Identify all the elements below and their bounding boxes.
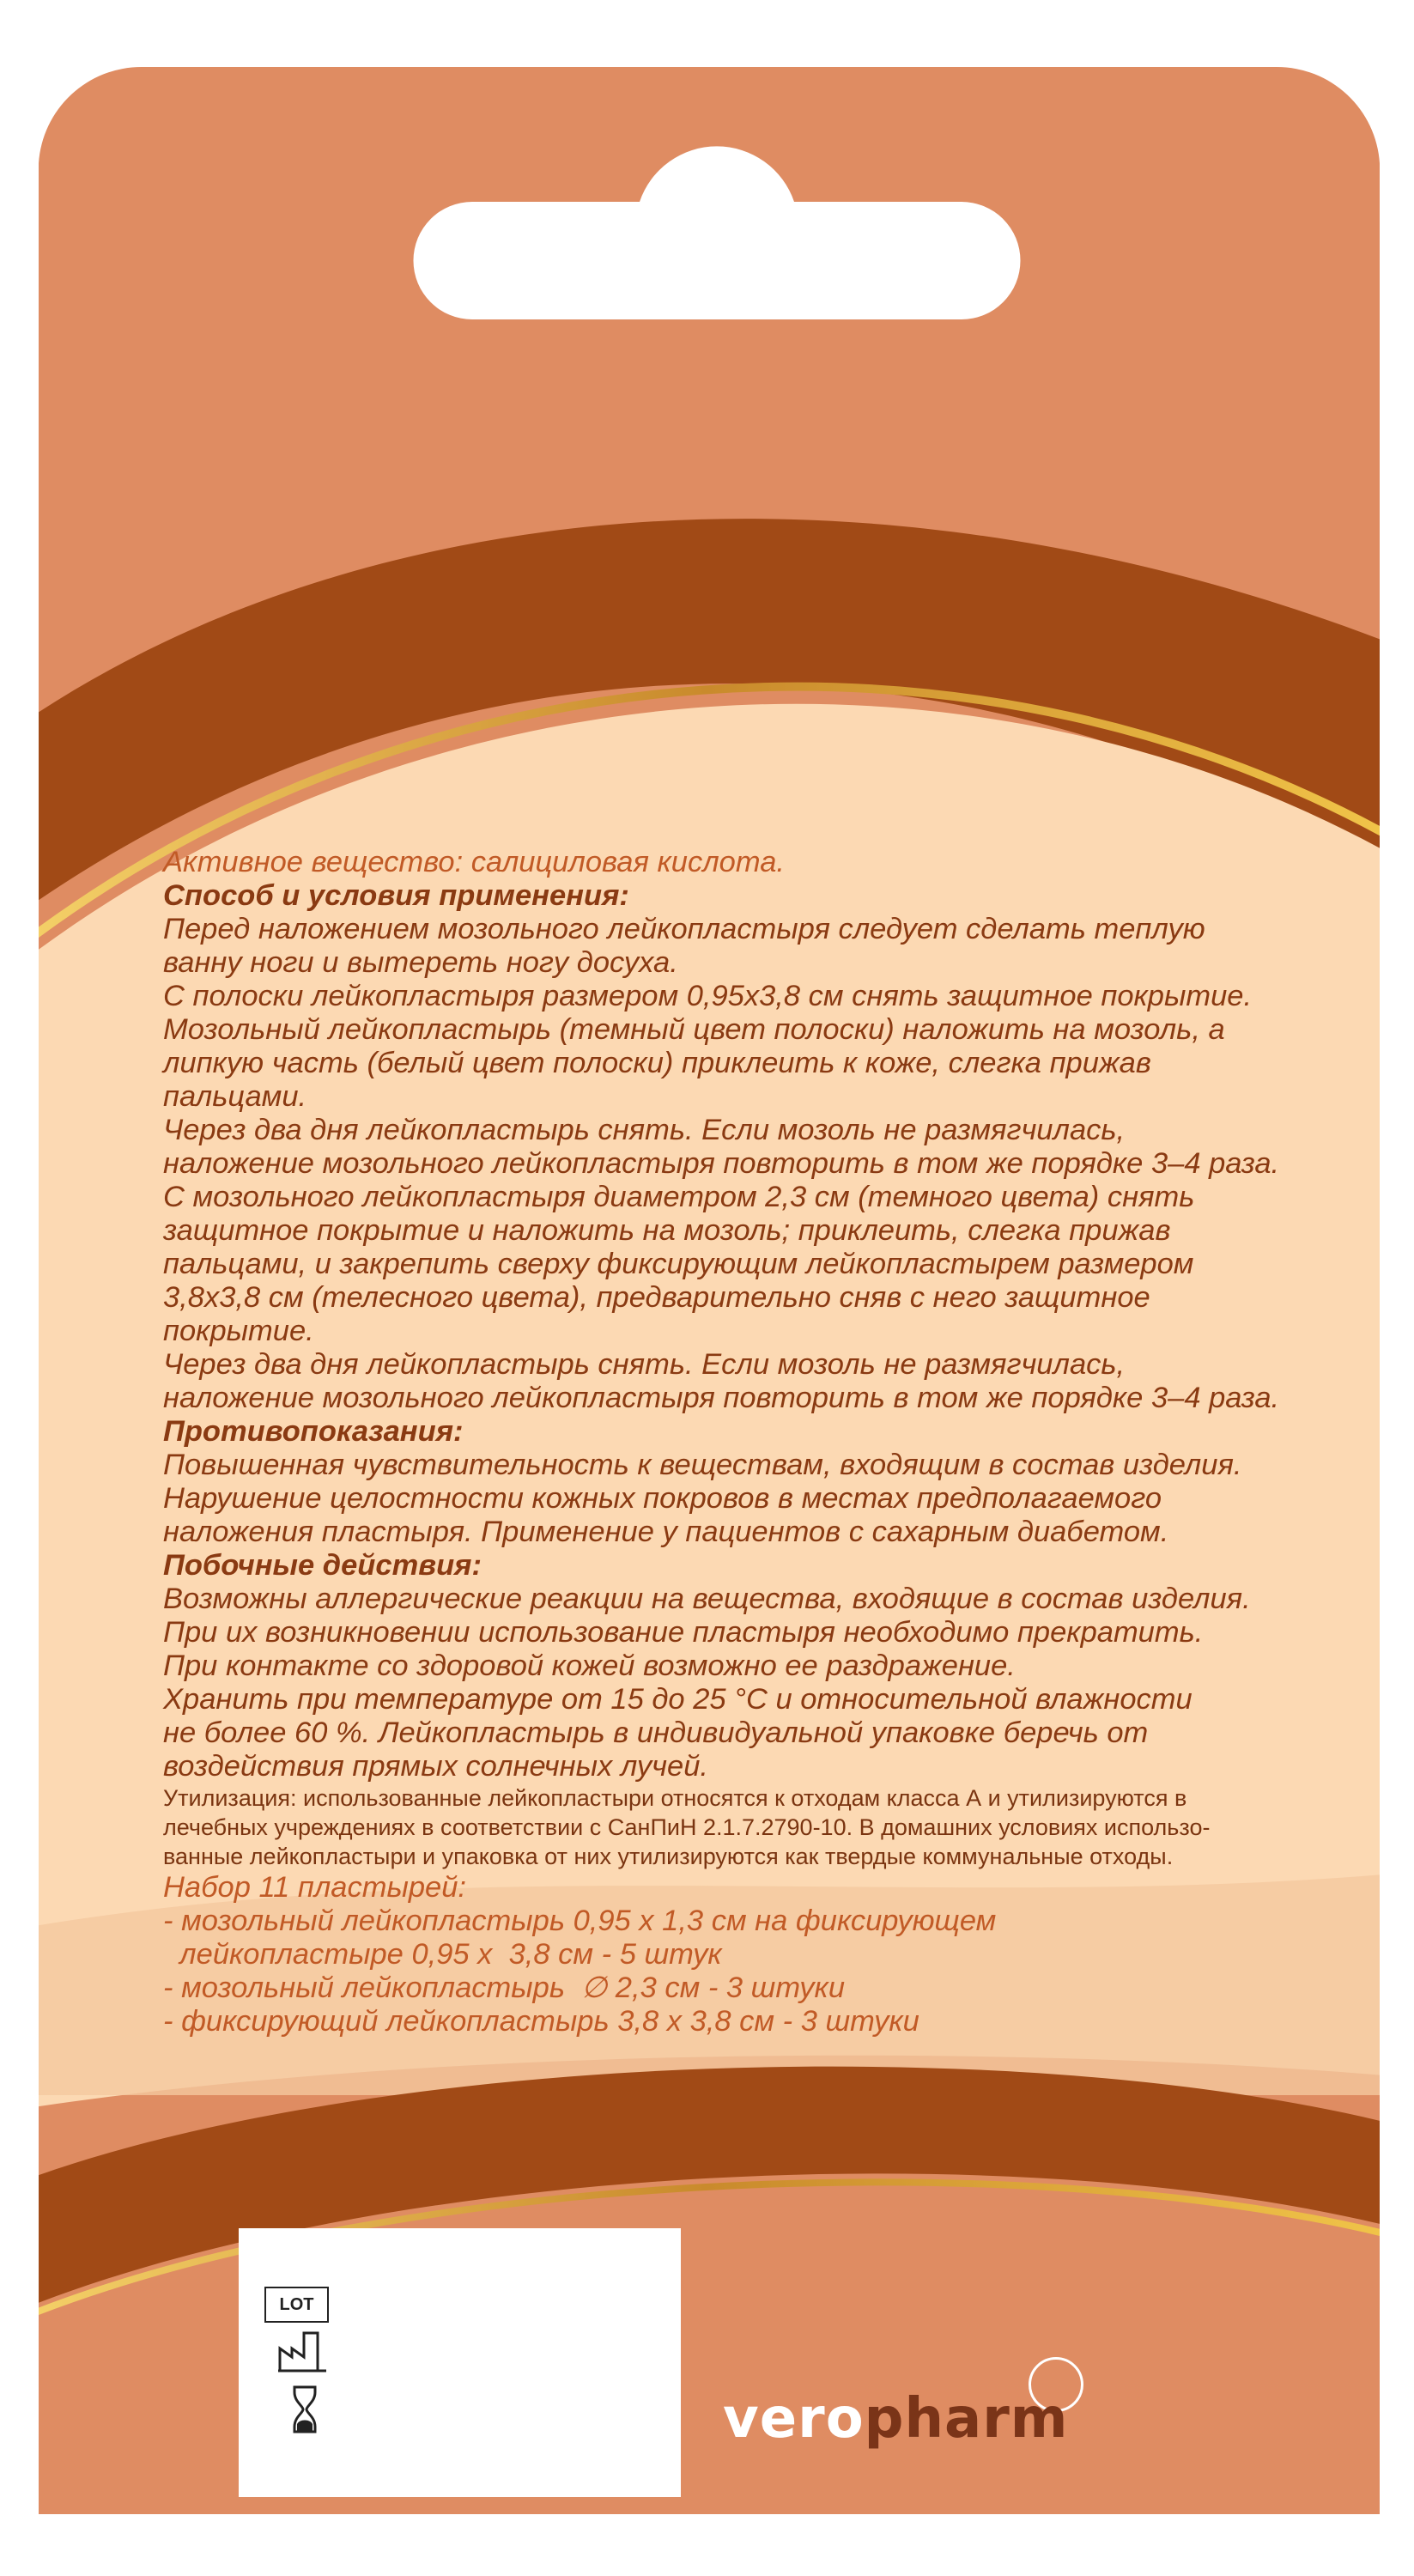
instructions-text [163, 846, 1382, 2038]
text-line: защитное покрытие и наложить на мозоль; приклеить, слегка прижав [163, 1214, 1171, 1247]
text-line: С полоски лейкопластыря размером 0,95х3,8 см снять защитное покрытие. [163, 980, 1253, 1012]
text-line: - мозольный лейкопластырь ∅ 2,3 см - 3 штуки [163, 1971, 846, 2004]
factory-icon [278, 2330, 326, 2374]
text-line: Хранить при температуре от 15 до 25 °С и относительной влажности [163, 1683, 1192, 1716]
text-line: Утилизация: использованные лейкопластыри относятся к отходам класса А и утилизируются в [163, 1785, 1187, 1811]
lot-expiry-label-box [239, 2228, 681, 2497]
text-line: Нарушение целостности кожных покровов в местах предполагаемого [163, 1482, 1162, 1515]
text-line: пальцами, и закрепить сверху фиксирующим лейкопластырем размером [163, 1248, 1194, 1280]
text-line: наложение мозольного лейкопластыря повторить в том же порядке 3–4 раза. [163, 1382, 1280, 1414]
text-line: лейкопластыре 0,95 х 3,8 см - 5 штук [163, 1938, 722, 1971]
text-line: воздействия прямых солнечных лучей. [163, 1750, 708, 1783]
text-line: - фиксирующий лейкопластырь 3,8 х 3,8 см - 3 штуки [163, 2005, 919, 2038]
brand-part-2: pharm [864, 2387, 1069, 2451]
text-line: наложение мозольного лейкопластыря повторить в том же порядке 3–4 раза. [163, 1147, 1280, 1180]
hourglass-icon [292, 2385, 318, 2434]
text-line: не более 60 %. Лейкопластырь в индивидуальной упаковке беречь от [163, 1716, 1149, 1749]
text-line: липкую часть (белый цвет полоски) приклеить к коже, слегка прижав [163, 1047, 1151, 1079]
lot-icon: LOT [264, 2287, 329, 2323]
text-line: Мозольный лейкопластырь (темный цвет полоски) наложить на мозоль, а [163, 1013, 1225, 1046]
text-line: лечебных учреждениях в соответствии с СанПиН 2.1.7.2790-10. В домашних условиях использо- [163, 1814, 1211, 1840]
text-line: Через два дня лейкопластырь снять. Если мозоль не размягчилась, [163, 1348, 1126, 1381]
text-line: Через два дня лейкопластырь снять. Если мозоль не размягчилась, [163, 1114, 1126, 1146]
text-line: покрытие. [163, 1315, 314, 1347]
text-line: При контакте со здоровой кожей возможно ее раздражение. [163, 1649, 1016, 1682]
text-line: наложения пластыря. Применение у пациентов с сахарным диабетом. [163, 1516, 1169, 1548]
text-line: Перед наложением мозольного лейкопластыря следует сделать теплую [163, 913, 1205, 945]
text-line: ванные лейкопластыри и упаковка от них утилизируются как твердые коммунальные отходы. [163, 1844, 1174, 1869]
section-heading: Способ и условия применения: [163, 879, 629, 912]
text-line: ванну ноги и вытереть ногу досуха. [163, 946, 678, 979]
brand-logo [723, 2389, 1068, 2449]
text-line: - мозольный лейкопластырь 0,95 х 1,3 см на фиксирующем [163, 1905, 997, 1937]
text-line: Повышенная чувствительность к веществам, входящим в состав изделия. [163, 1449, 1242, 1481]
section-heading: Противопоказания: [163, 1415, 464, 1448]
text-line: 3,8х3,8 см (телесного цвета), предварительно сняв с него защитное [163, 1281, 1150, 1314]
text-line: При их возникновении использование пластыря необходимо прекратить. [163, 1616, 1204, 1649]
section-heading: Побочные действия: [163, 1549, 482, 1582]
text-line: С мозольного лейкопластыря диаметром 2,3 см (темного цвета) снять [163, 1181, 1195, 1213]
text-line: Возможны аллергические реакции на вещества, входящие в состав изделия. [163, 1583, 1251, 1615]
text-line: пальцами. [163, 1080, 307, 1113]
text-line: Активное вещество: салициловая кислота. [163, 846, 785, 878]
text-line: Набор 11 пластырей: [163, 1871, 467, 1904]
brand-part-1: vero [723, 2387, 865, 2451]
